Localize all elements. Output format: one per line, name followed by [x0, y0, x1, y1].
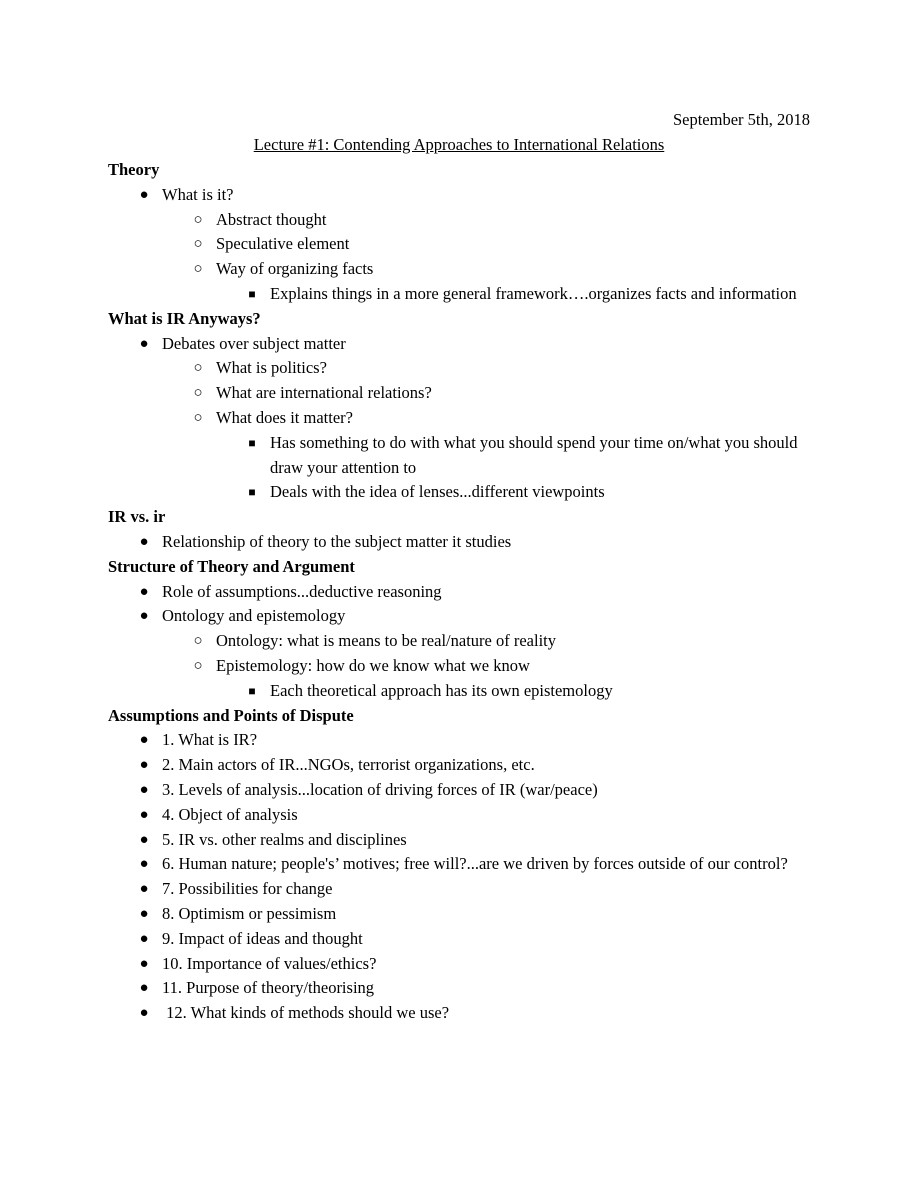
- outline-item-level-1: [108, 332, 810, 357]
- outline-item-text: 12. What kinds of methods should we use?: [162, 1003, 450, 1023]
- outline-item-level-2: [108, 629, 810, 654]
- outline-item-text: Debates over subject matter: [162, 333, 346, 353]
- bullet-marker: ●: [139, 186, 149, 203]
- section-heading: Theory: [108, 160, 160, 179]
- bullet-marker: ●: [139, 781, 149, 798]
- section-heading: What is IR Anyways?: [108, 308, 261, 328]
- outline-item-text: 1. What is IR?: [162, 730, 258, 750]
- bullet-marker: ■: [248, 683, 256, 698]
- document-body: [108, 158, 810, 1026]
- outline-item-level-3: [108, 480, 810, 505]
- outline-item-level-1: [108, 952, 810, 977]
- outline-item-level-1: [108, 580, 810, 605]
- bullet-marker: ●: [139, 856, 149, 873]
- bullet-marker: ○: [193, 261, 203, 278]
- outline-item-level-1: [108, 183, 810, 208]
- outline-item-text: 4. Object of analysis: [162, 804, 298, 824]
- document-date: September 5th, 2018: [672, 110, 810, 129]
- outline-item-text: 5. IR vs. other realms and disciplines: [162, 829, 407, 849]
- outline-item-level-1: [108, 803, 810, 828]
- outline-item-text: 3. Levels of analysis...location of driving forces of IR (war/peace): [162, 779, 598, 799]
- bullet-marker: ●: [139, 757, 149, 774]
- bullet-marker: ●: [139, 831, 149, 848]
- outline-item-text: What are international relations?: [216, 383, 432, 403]
- bullet-marker: ■: [248, 485, 256, 500]
- outline-item-text: Has something to do with what you should spend your time on/what you should draw your attention to: [270, 432, 802, 477]
- bullet-marker: ○: [193, 385, 203, 402]
- outline-item-level-3: [108, 679, 810, 704]
- outline-item-text: 8. Optimism or pessimism: [162, 903, 337, 923]
- bullet-marker: ●: [139, 1005, 149, 1022]
- section-heading: Structure of Theory and Argument: [108, 556, 355, 576]
- outline-item-level-3: [108, 431, 810, 481]
- outline-item-level-2: [108, 381, 810, 406]
- outline-item-text: What is politics?: [216, 358, 327, 378]
- bullet-marker: ●: [139, 955, 149, 972]
- outline-item-text: Role of assumptions...deductive reasoning: [162, 581, 442, 601]
- outline-item-level-1: [108, 828, 810, 853]
- outline-item-text: 6. Human nature; people's’ motives; free will?...are we driven by forces outside of our control?: [162, 854, 788, 874]
- bullet-marker: ○: [193, 211, 203, 228]
- outline-item-text: Ontology and epistemology: [162, 606, 346, 626]
- bullet-marker: ●: [139, 806, 149, 823]
- outline-item-text: Relationship of theory to the subject matter it studies: [162, 531, 512, 551]
- section-heading: IR vs. ir: [108, 507, 166, 527]
- outline-item-text: What is it?: [162, 184, 234, 204]
- outline-item-level-1: [108, 728, 810, 753]
- bullet-marker: ●: [139, 583, 149, 600]
- bullet-marker: ●: [139, 881, 149, 898]
- outline-item-text: Deals with the idea of lenses...different viewpoints: [270, 482, 605, 502]
- bullet-marker: ●: [139, 608, 149, 625]
- outline-item-text: 2. Main actors of IR...NGOs, terrorist organizations, etc.: [162, 755, 535, 775]
- bullet-marker: ●: [139, 930, 149, 947]
- document-title: Lecture #1: Contending Approaches to International Relations: [253, 135, 665, 154]
- bullet-marker: ●: [139, 905, 149, 922]
- outline-item-level-1: [108, 877, 810, 902]
- bullet-marker: ●: [139, 533, 149, 550]
- outline-item-text: Speculative element: [216, 234, 350, 254]
- bullet-marker: ○: [193, 633, 203, 650]
- outline-item-text: 10. Importance of values/ethics?: [162, 953, 377, 973]
- outline-item-level-1: [108, 927, 810, 952]
- outline-item-text: 11. Purpose of theory/theorising: [162, 978, 375, 998]
- outline-item-level-2: [108, 406, 810, 431]
- bullet-marker: ●: [139, 980, 149, 997]
- outline-item-level-2: [108, 208, 810, 233]
- outline-item-level-1: [108, 753, 810, 778]
- outline-item-level-2: [108, 356, 810, 381]
- outline-item-text: What does it matter?: [216, 407, 353, 427]
- bullet-marker: ○: [193, 657, 203, 674]
- outline-item-text: 7. Possibilities for change: [162, 879, 333, 899]
- bullet-marker: ○: [193, 360, 203, 377]
- section-heading: Assumptions and Points of Dispute: [108, 705, 354, 725]
- outline-item-text: Epistemology: how do we know what we know: [216, 655, 530, 675]
- outline-item-level-2: [108, 654, 810, 679]
- outline-item-level-1: [108, 778, 810, 803]
- bullet-marker: ●: [139, 732, 149, 749]
- outline-item-text: Explains things in a more general framework….organizes facts and information: [270, 283, 797, 303]
- outline-item-text: Abstract thought: [216, 209, 327, 229]
- bullet-marker: ■: [248, 286, 256, 301]
- outline-item-level-1: [108, 530, 810, 555]
- outline-item-level-1: [108, 604, 810, 629]
- outline-item-level-2: [108, 232, 810, 257]
- bullet-marker: ●: [139, 335, 149, 352]
- outline-item-level-1: [108, 976, 810, 1001]
- bullet-marker: ○: [193, 236, 203, 253]
- outline-item-text: 9. Impact of ideas and thought: [162, 928, 363, 948]
- bullet-marker: ■: [248, 435, 256, 450]
- outline-item-text: Each theoretical approach has its own epistemology: [270, 680, 613, 700]
- outline-item-level-1: [108, 902, 810, 927]
- outline-item-text: Ontology: what is means to be real/nature of reality: [216, 631, 556, 651]
- bullet-marker: ○: [193, 409, 203, 426]
- outline-item-level-3: [108, 282, 810, 307]
- outline-item-text: Way of organizing facts: [216, 259, 374, 279]
- outline-item-level-2: [108, 257, 810, 282]
- outline-item-level-1: [108, 852, 810, 877]
- outline-item-level-1: [108, 1001, 810, 1026]
